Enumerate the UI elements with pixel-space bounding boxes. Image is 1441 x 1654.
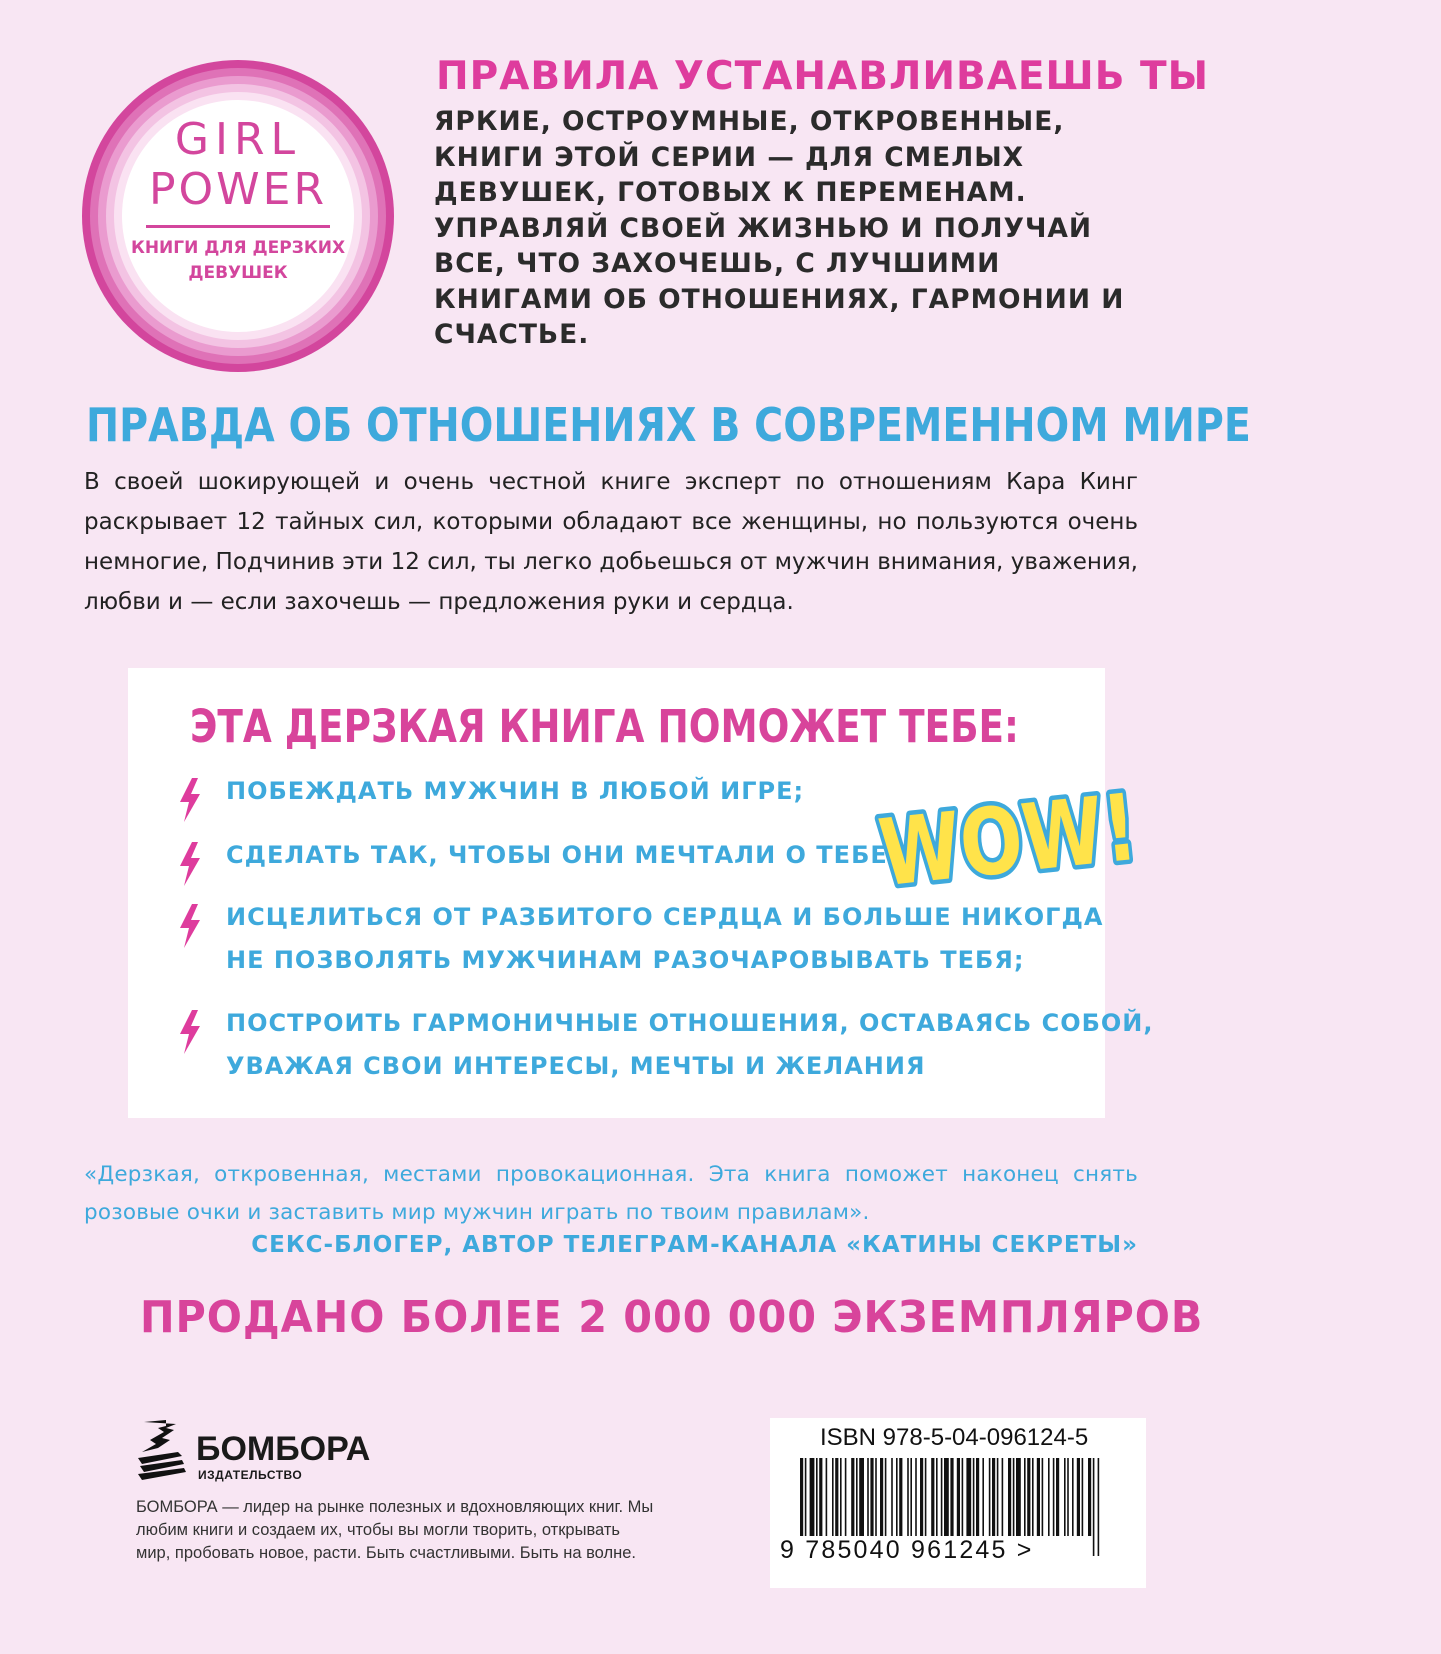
barcode-bar <box>973 1458 975 1536</box>
barcode-bar <box>1008 1458 1011 1536</box>
barcode-bar <box>920 1458 923 1536</box>
barcode-bar <box>907 1458 909 1536</box>
girl-power-logo <box>82 60 394 372</box>
barcode-bar <box>931 1458 934 1536</box>
barcode-bar <box>1056 1458 1059 1536</box>
bombora-logo-icon <box>136 1418 196 1484</box>
barcode-bar <box>1024 1458 1026 1536</box>
sold-copies-text: ПРОДАНО БОЛЕЕ 2 000 000 ЭКЗЕМПЛЯРОВ <box>140 1292 1204 1343</box>
barcode-bar <box>899 1458 902 1536</box>
headline <box>86 398 1441 452</box>
barcode-bar <box>810 1458 815 1536</box>
logo-girl-text: GIRL <box>174 114 302 165</box>
barcode-bar <box>910 1458 912 1536</box>
wow-sticker-text: WOW! <box>874 767 1207 908</box>
logo-tagline <box>82 236 394 286</box>
barcode-bar <box>1032 1458 1034 1536</box>
barcode-bar <box>941 1458 943 1536</box>
barcode-bar <box>966 1458 971 1536</box>
benefit-line: ПОСТРОИТЬ ГАРМОНИЧНЫЕ ОТНОШЕНИЯ, ОСТАВАЯСЬ СОБОЙ, <box>226 1009 1154 1037</box>
review-quote: «Дерзкая, откровенная, местами провокационная. Эта книга поможет наконец снять розовые очки и заставить мир мужчин играть по твоим правилам». <box>84 1162 1138 1225</box>
sold-copies-banner <box>140 1292 1271 1343</box>
publisher-description: БОМБОРА — лидер на рынке полезных и вдохновляющих книг. Мы любим книги и создаем их, чтобы вы могли творить, открывать мир, пробовать новое, расти. Быть счастливыми. Быть на волне. <box>136 1498 654 1562</box>
barcode-bar <box>896 1458 898 1536</box>
barcode-bar <box>1048 1458 1050 1536</box>
benefit-item <box>178 896 1104 986</box>
barcode-bar <box>944 1458 949 1536</box>
barcode-bar <box>992 1458 995 1536</box>
series-rules-title: ПРАВИЛА УСТАНАВЛИВАЕШЬ ТЫ <box>436 54 1210 99</box>
lightning-bolt-icon <box>178 1010 202 1054</box>
barcode-bar <box>1082 1458 1084 1536</box>
logo-tagline-line1: КНИГИ ДЛЯ ДЕРЗКИХ <box>130 238 346 258</box>
barcode-digits-text: 9 785040 961245 > <box>780 1536 1034 1564</box>
barcode-bar <box>1088 1458 1091 1536</box>
headline-text: ПРАВДА ОБ ОТНОШЕНИЯХ В СОВРЕМЕННОМ МИРЕ <box>86 398 1251 452</box>
barcode-bar <box>875 1458 877 1536</box>
barcode-bar <box>859 1458 864 1536</box>
lightning-bolt-icon <box>178 904 202 948</box>
barcode-bar <box>989 1458 991 1536</box>
barcode-bar <box>870 1458 873 1536</box>
logo-tagline-line2: ДЕВУШЕК <box>188 263 288 283</box>
benefit-line: НЕ ПОЗВОЛЯТЬ МУЖЧИНАМ РАЗОЧАРОВЫВАТЬ ТЕБЯ; <box>226 946 1025 974</box>
barcode-bar <box>819 1458 822 1536</box>
barcode-bar <box>925 1458 927 1536</box>
barcode-bar <box>1013 1458 1015 1536</box>
barcode-bar <box>957 1458 960 1536</box>
barcode-bar <box>1053 1458 1055 1536</box>
barcode-bar <box>1077 1458 1080 1536</box>
barcode-bar <box>982 1458 984 1536</box>
barcode-bar <box>832 1458 834 1536</box>
lightning-bolt-icon <box>178 778 202 822</box>
barcode-bar <box>867 1458 869 1536</box>
barcode-bar <box>891 1458 893 1536</box>
barcode-bar <box>816 1458 818 1536</box>
publisher-name: БОМБОРА <box>196 1430 371 1468</box>
barcode-bar <box>835 1458 838 1536</box>
barcode-bar <box>851 1458 854 1536</box>
barcode-bar <box>1072 1458 1074 1536</box>
benefit-line: ПОБЕЖДАТЬ МУЖЧИН В ЛЮБОЙ ИГРЕ; <box>226 777 805 805</box>
barcode-bar <box>845 1458 847 1536</box>
barcode-bar <box>1016 1458 1021 1536</box>
logo-divider <box>146 225 330 228</box>
barcode-bar <box>915 1458 917 1536</box>
quote-author: СЕКС-БЛОГЕР, АВТОР ТЕЛЕГРАМ-КАНАЛА «КАТИНЫ СЕКРЕТЫ» <box>251 1232 1138 1258</box>
lightning-bolt-icon <box>178 842 202 886</box>
barcode-bar <box>1027 1458 1030 1536</box>
isbn-label: ISBN 978-5-04-096124-5 <box>820 1424 1089 1451</box>
barcode-bar <box>826 1458 828 1536</box>
barcode-bar <box>885 1458 887 1536</box>
barcode-bar <box>1042 1458 1044 1536</box>
series-rules-text: ЯРКИЕ, ОСТРОУМНЫЕ, ОТКРОВЕННЫЕ, КНИГИ ЭТОЙ СЕРИИ — ДЛЯ СМЕЛЫХ ДЕВУШЕК, ГОТОВЫХ К ПЕРЕМЕНАМ. УПРАВЛЯЙ СВОЕЙ ЖИЗНЬЮ И ПОЛУЧАЙ ВСЕ, ЧТО ЗАХОЧЕШЬ, С ЛУЧШИМИ КНИГАМИ ОБ ОТНОШЕНИЯХ, ГАРМОНИИ И СЧАСТЬЕ. <box>434 106 1125 350</box>
barcode-bar <box>976 1458 979 1536</box>
barcode-bar <box>1002 1458 1004 1536</box>
barcode-bar <box>936 1458 938 1536</box>
barcode-bar <box>840 1458 842 1536</box>
benefit-item <box>178 1002 1154 1092</box>
barcode-bar <box>880 1458 883 1536</box>
benefit-line: УВАЖАЯ СВОИ ИНТЕРЕСЫ, МЕЧТЫ И ЖЕЛАНИЯ <box>226 1052 926 1080</box>
benefits-title-text: ЭТА ДЕРЗКАЯ КНИГА ПОМОЖЕТ ТЕБЕ: <box>190 700 1020 753</box>
barcode-bar <box>997 1458 999 1536</box>
logo-power-text: POWER <box>148 164 328 215</box>
benefit-line: СДЕЛАТЬ ТАК, ЧТОБЫ ОНИ МЕЧТАЛИ О ТЕБЕ; <box>226 841 899 869</box>
benefit-line: ИСЦЕЛИТЬСЯ ОТ РАЗБИТОГО СЕРДЦА И БОЛЬШЕ НИКОГДА <box>226 903 1104 931</box>
wow-sticker <box>868 760 1207 908</box>
barcode-bar <box>1037 1458 1040 1536</box>
barcode-digits <box>780 1536 1125 1565</box>
barcode-bar <box>1067 1458 1069 1536</box>
intro-paragraph: В своей шокирующей и очень честной книге эксперт по отношениям Кара Кинг раскрывает 12 тайных сил, которыми обладают все женщины, но пользуются очень немногие, Подчинив эти 12 сил, ты легко добьешься от мужчин внимания, уважения, любви и — если захочешь — предложения руки и сердца. <box>84 469 1138 615</box>
publisher-subtitle: ИЗДАТЕЛЬСТВО <box>198 1468 303 1482</box>
benefits-title <box>190 700 1189 753</box>
barcode-bar <box>856 1458 858 1536</box>
barcode-bar <box>1064 1458 1066 1536</box>
barcode-bar <box>962 1458 964 1536</box>
